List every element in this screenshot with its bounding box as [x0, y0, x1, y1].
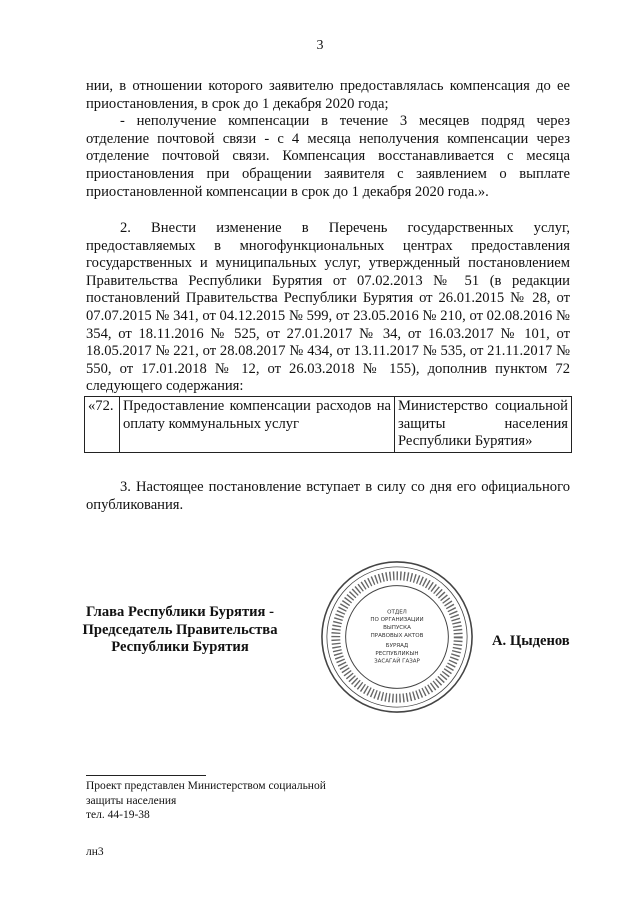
- services-table: [84, 396, 572, 453]
- footnote-line-3: тел. 44-19-38: [86, 809, 150, 821]
- seal-line-1: ОТДЕЛ: [387, 609, 407, 616]
- seal-line-4: ПРАВОВЫХ АКТОВ: [370, 633, 424, 639]
- clause-3: [86, 479, 570, 514]
- continuation-paragraphs: [86, 78, 570, 201]
- footnote-line-2: защиты населения: [86, 794, 177, 807]
- signatory-title-line-2: Председатель Правительства: [82, 621, 278, 638]
- official-seal: [318, 558, 476, 716]
- footnote-line-1: Проект представлен Министерством социальной: [86, 780, 326, 792]
- clause-2-text: 2. Внести изменение в Перечень государственных услуг, предоставляемых в многофункциональных центрах предоставления государственных и муниципальных услуг, утвержденный постановлением Правительства Республики Бурятия от 07.02.2013 № 51 (в редакции постановлений Правительства Республики Бурятия от 26.01.2015 № 28, от 07.07.2015 № 341, от 04.12.2015 № 599, от 23.05.2016 № 210, от 02.08.2016 № 354, от 18.11.2016 № 525, от 27.01.2017 № 34, от 16.03.2017 № 101, от 18.05.2017 № 221, от 28.08.2017 № 434, от 13.11.2017 № 535, от 21.11.2017 № 550, от 17.01.2018 № 12, от 26.03.2018 № 155), дополнив пунктом 72 следующего содержания:: [86, 220, 570, 395]
- document-code: лн3: [86, 846, 104, 858]
- signatory-name: А. Цыденов: [492, 633, 570, 649]
- clause-3-text: 3. Настоящее постановление вступает в силу со дня его официального опубликования.: [86, 479, 570, 513]
- signatory-title: [70, 604, 290, 657]
- continuation-paragraph-2: - неполучение компенсации в течение 3 месяцев подряд через отделение почтовой связи - с 4 месяца неполучения компенсации через отделение почтовой связи. Компенсация восстанавливается с месяца приостановления при обращении заявителя с заявлением о выплате приостановленной компенсации в срок до 1 декабря 2020 года.».: [86, 113, 570, 200]
- table-cell-number: «72.: [85, 397, 120, 453]
- seal-line-7: ЗАСАГАЙ ГАЗАР: [374, 658, 420, 665]
- signatory-title-line-1: Глава Республики Бурятия -: [86, 604, 274, 620]
- seal-line-6: РЕСПУБЛИКЫН: [375, 650, 419, 657]
- seal-line-2: ПО ОРГАНИЗАЦИИ: [370, 617, 424, 624]
- clause-2: [86, 220, 570, 396]
- footnote: [86, 779, 326, 823]
- footnote-rule: [86, 775, 206, 776]
- table-cell-service: Предоставление компенсации расходов на оплату коммунальных услуг: [120, 397, 395, 453]
- seal-line-5: БУРЯАД: [385, 642, 409, 649]
- table-cell-ministry: Министерство социальной защиты населения Республики Бурятия»: [395, 397, 572, 453]
- seal-line-3: ВЫПУСКА: [383, 625, 411, 632]
- page-number: 3: [316, 38, 324, 53]
- table-row: [85, 397, 572, 453]
- signatory-title-line-3: Республики Бурятия: [111, 639, 249, 656]
- continuation-paragraph-1: нии, в отношении которого заявителю предоставлялась компенсация до ее приостановления, в срок до 1 декабря 2020 года;: [86, 78, 570, 112]
